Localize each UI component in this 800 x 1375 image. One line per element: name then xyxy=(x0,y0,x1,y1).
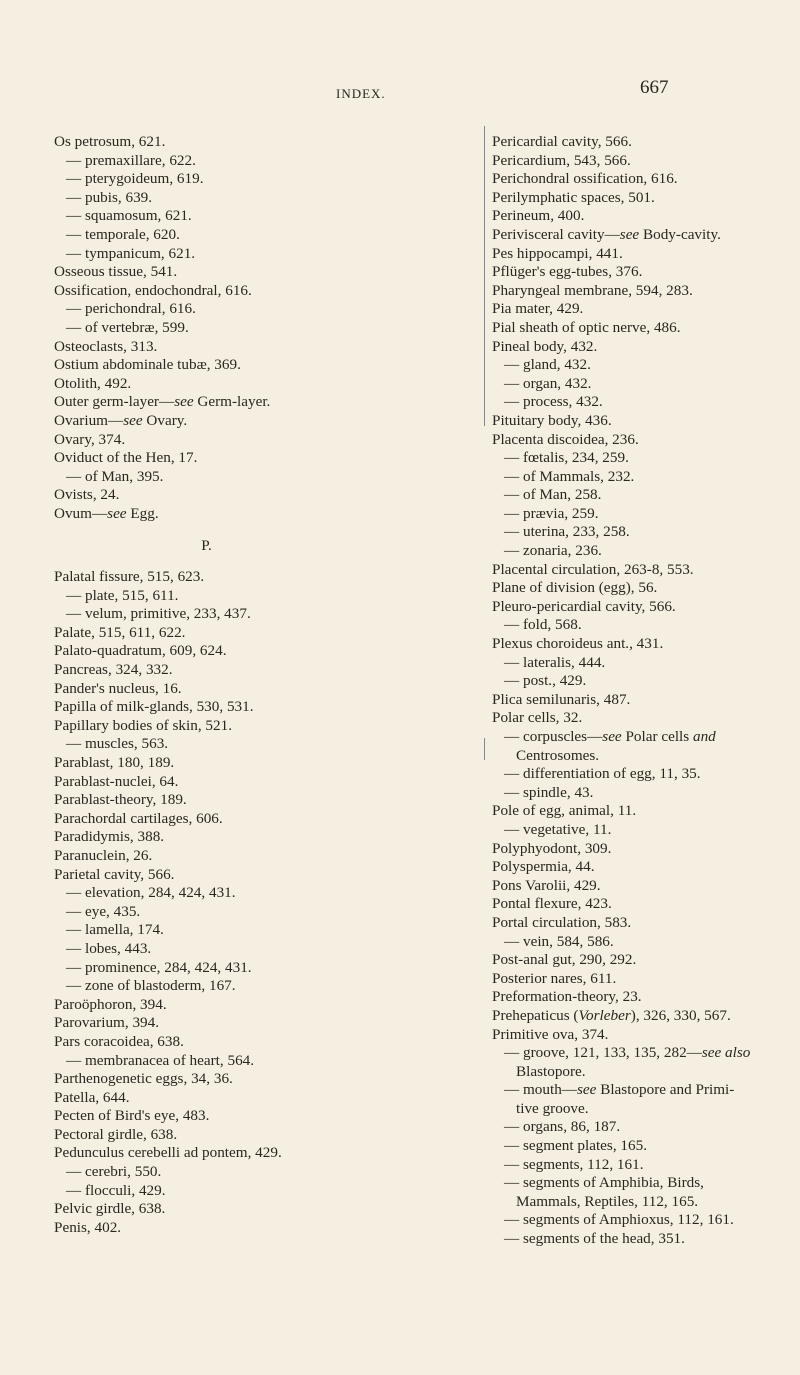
index-subentry: — lateralis, 444. xyxy=(504,653,606,671)
index-entry: Pleuro-pericardial cavity, 566. xyxy=(492,597,676,615)
index-entry: Perilymphatic spaces, 501. xyxy=(492,188,655,206)
index-subentry: — eye, 435. xyxy=(66,902,141,920)
index-entry: Ossification, endochondral, 616. xyxy=(54,281,252,299)
index-entry: Polyspermia, 44. xyxy=(492,858,595,876)
index-entry: Placental circulation, 263-8, 553. xyxy=(492,560,694,578)
index-entry: Palato-quadratum, 609, 624. xyxy=(54,642,227,660)
index-subentry: — pterygoideum, 619. xyxy=(66,170,204,188)
running-head: INDEX. xyxy=(336,86,386,101)
index-entry: Plica semilunaris, 487. xyxy=(492,690,631,708)
index-entry: Ovary, 374. xyxy=(54,430,126,448)
index-subentry: — fold, 568. xyxy=(504,616,582,634)
index-entry: Polyphyodont, 309. xyxy=(492,839,612,857)
index-subentry: — segments of the head, 351. xyxy=(504,1230,685,1248)
index-subentry: Blastopore. xyxy=(516,1062,586,1080)
index-subentry: Centrosomes. xyxy=(516,746,600,764)
index-subentry: — post., 429. xyxy=(504,672,587,690)
index-entry: Pelvic girdle, 638. xyxy=(54,1200,166,1218)
index-subentry: — zone of blastoderm, 167. xyxy=(66,977,236,995)
index-entry: Polar cells, 32. xyxy=(492,709,583,727)
index-subentry: — corpuscles—see Polar cells and xyxy=(504,728,716,745)
index-subentry: — cerebri, 550. xyxy=(66,1163,162,1181)
index-entry: Ovum—see Egg. xyxy=(54,504,159,522)
index-subentry: — of Man, 395. xyxy=(66,467,164,485)
index-entry: Portal circulation, 583. xyxy=(492,913,632,931)
index-entry: Pharyngeal membrane, 594, 283. xyxy=(492,281,693,299)
index-subentry: — temporale, 620. xyxy=(66,225,180,243)
index-entry: Pancreas, 324, 332. xyxy=(54,661,173,679)
index-entry: Post-anal gut, 290, 292. xyxy=(492,951,637,969)
index-entry: Pineal body, 432. xyxy=(492,337,598,355)
index-subentry: — tympanicum, 621. xyxy=(66,244,196,262)
index-entry: Pectoral girdle, 638. xyxy=(54,1125,178,1143)
index-subentry: — perichondral, 616. xyxy=(66,300,196,318)
index-entry: Primitive ova, 374. xyxy=(492,1025,609,1043)
index-entry: Placenta discoidea, 236. xyxy=(492,430,639,448)
index-entry: Plane of division (egg), 56. xyxy=(492,579,658,597)
index-subentry: — vein, 584, 586. xyxy=(504,932,614,950)
index-subentry: — flocculi, 429. xyxy=(66,1181,166,1199)
index-entry: Pericardial cavity, 566. xyxy=(492,133,632,150)
index-subentry: — vegetative, 11. xyxy=(504,820,612,838)
index-entry: Paroöphoron, 394. xyxy=(54,995,167,1013)
right-column xyxy=(492,133,792,1249)
index-entries-p xyxy=(54,568,479,1237)
index-entries-p-continued xyxy=(492,133,792,1249)
column-divider-fragment xyxy=(484,738,485,760)
index-entry: Pia mater, 429. xyxy=(492,300,584,318)
index-entry: Pial sheath of optic nerve, 486. xyxy=(492,318,681,336)
index-subentry: — muscles, 563. xyxy=(66,735,169,753)
index-subentry: — squamosum, 621. xyxy=(66,207,192,225)
index-subentry: — fœtalis, 234, 259. xyxy=(504,449,629,467)
index-entry: Patella, 644. xyxy=(54,1088,130,1106)
index-entry: Palatal fissure, 515, 623. xyxy=(54,568,205,586)
index-entry: Pons Varolii, 429. xyxy=(492,876,601,894)
index-subentry: — segments, 112, 161. xyxy=(504,1155,644,1173)
index-entry: Pontal flexure, 423. xyxy=(492,895,612,913)
index-subentry: — velum, primitive, 233, 437. xyxy=(66,605,251,623)
index-entry: Outer germ-layer—see Germ-layer. xyxy=(54,393,271,411)
index-subentry: — organ, 432. xyxy=(504,374,592,392)
index-subentry: — process, 432. xyxy=(504,393,603,411)
column-divider xyxy=(484,126,485,426)
index-entry: Pituitary body, 436. xyxy=(492,411,612,429)
index-entry: Plexus choroideus ant., 431. xyxy=(492,635,664,653)
index-subentry: — organs, 86, 187. xyxy=(504,1118,621,1136)
index-entry: Pes hippocampi, 441. xyxy=(492,244,623,262)
index-entry: Posterior nares, 611. xyxy=(492,969,617,987)
index-subentry: — groove, 121, 133, 135, 282—see also xyxy=(504,1044,751,1062)
page-number: 667 xyxy=(640,77,669,98)
index-entry: Parovarium, 394. xyxy=(54,1014,160,1032)
index-entry: Oviduct of the Hen, 17. xyxy=(54,449,198,467)
index-entry: Papilla of milk-glands, 530, 531. xyxy=(54,698,254,716)
index-entry: Otolith, 492. xyxy=(54,374,132,392)
index-entry: Parachordal cartilages, 606. xyxy=(54,809,223,827)
index-entry: Osseous tissue, 541. xyxy=(54,263,178,281)
index-entry: Perivisceral cavity—see Body-cavity. xyxy=(492,225,721,243)
index-subentry: — segments of Amphioxus, 112, 161. xyxy=(504,1211,734,1229)
index-entry: Pecten of Bird's eye, 483. xyxy=(54,1107,210,1125)
index-entry: Ostium abdominale tubæ, 369. xyxy=(54,356,241,374)
index-entry: Paradidymis, 388. xyxy=(54,828,165,846)
index-entry: Parthenogenetic eggs, 34, 36. xyxy=(54,1070,233,1088)
index-entry: Penis, 402. xyxy=(54,1218,122,1236)
index-entry: Parietal cavity, 566. xyxy=(54,865,175,883)
index-subentry: — of vertebræ, 599. xyxy=(66,318,189,336)
index-subentry: — prævia, 259. xyxy=(504,504,599,522)
index-subentry: — of Mammals, 232. xyxy=(504,467,635,485)
index-entry: Osteoclasts, 313. xyxy=(54,337,158,355)
index-entry: Pedunculus cerebelli ad pontem, 429. xyxy=(54,1144,282,1162)
index-entries-o xyxy=(54,133,479,523)
index-entry: Pole of egg, animal, 11. xyxy=(492,802,637,820)
index-subentry: — of Man, 258. xyxy=(504,486,602,504)
index-entry: Preformation-theory, 23. xyxy=(492,988,642,1006)
index-entry: Parablast-theory, 189. xyxy=(54,791,187,809)
index-entry: Parablast-nuclei, 64. xyxy=(54,772,179,790)
index-subentry: tive groove. xyxy=(516,1099,589,1117)
index-subentry: — plate, 515, 611. xyxy=(66,586,179,604)
index-subentry: — pubis, 639. xyxy=(66,188,153,206)
index-subentry: — lobes, 443. xyxy=(66,939,152,957)
index-subentry: — elevation, 284, 424, 431. xyxy=(66,884,236,902)
index-entry: Ovists, 24. xyxy=(54,486,120,504)
left-column xyxy=(54,133,479,1237)
index-entry: Parablast, 180, 189. xyxy=(54,754,175,771)
index-subentry: Mammals, Reptiles, 112, 165. xyxy=(516,1192,699,1210)
index-subentry: — premaxillare, 622. xyxy=(66,151,196,169)
index-entry: Pericardium, 543, 566. xyxy=(492,151,631,169)
index-entry: Pander's nucleus, 16. xyxy=(54,679,182,697)
index-subentry: — zonaria, 236. xyxy=(504,542,602,560)
index-entry: Perineum, 400. xyxy=(492,207,585,225)
index-entry: Pflüger's egg-tubes, 376. xyxy=(492,263,643,281)
index-subentry: — segments of Amphibia, Birds, xyxy=(504,1174,704,1192)
index-subentry: — lamella, 174. xyxy=(66,921,164,939)
index-entry: Papillary bodies of skin, 521. xyxy=(54,716,233,734)
index-entry: Ovarium—see Ovary. xyxy=(54,411,188,429)
index-subentry: — mouth—see Blastopore and Primi- xyxy=(504,1081,735,1099)
index-subentry: — gland, 432. xyxy=(504,356,591,374)
index-entry: Prehepaticus (Vorleber), 326, 330, 567. xyxy=(492,1006,731,1024)
index-subentry: — prominence, 284, 424, 431. xyxy=(66,958,252,976)
index-subentry: — segment plates, 165. xyxy=(504,1137,647,1155)
index-entry: Pars coracoidea, 638. xyxy=(54,1032,184,1050)
index-entry: Paranuclein, 26. xyxy=(54,846,153,864)
index-entry: Perichondral ossification, 616. xyxy=(492,170,678,188)
index-subentry: — uterina, 233, 258. xyxy=(504,523,630,541)
section-letter: P. xyxy=(201,537,212,555)
index-entry: Palate, 515, 611, 622. xyxy=(54,623,186,641)
index-subentry: — membranacea of heart, 564. xyxy=(66,1051,255,1069)
index-subentry: — differentiation of egg, 11, 35. xyxy=(504,765,701,783)
index-entry: Os petrosum, 621. xyxy=(54,133,166,150)
index-subentry: — spindle, 43. xyxy=(504,783,594,801)
